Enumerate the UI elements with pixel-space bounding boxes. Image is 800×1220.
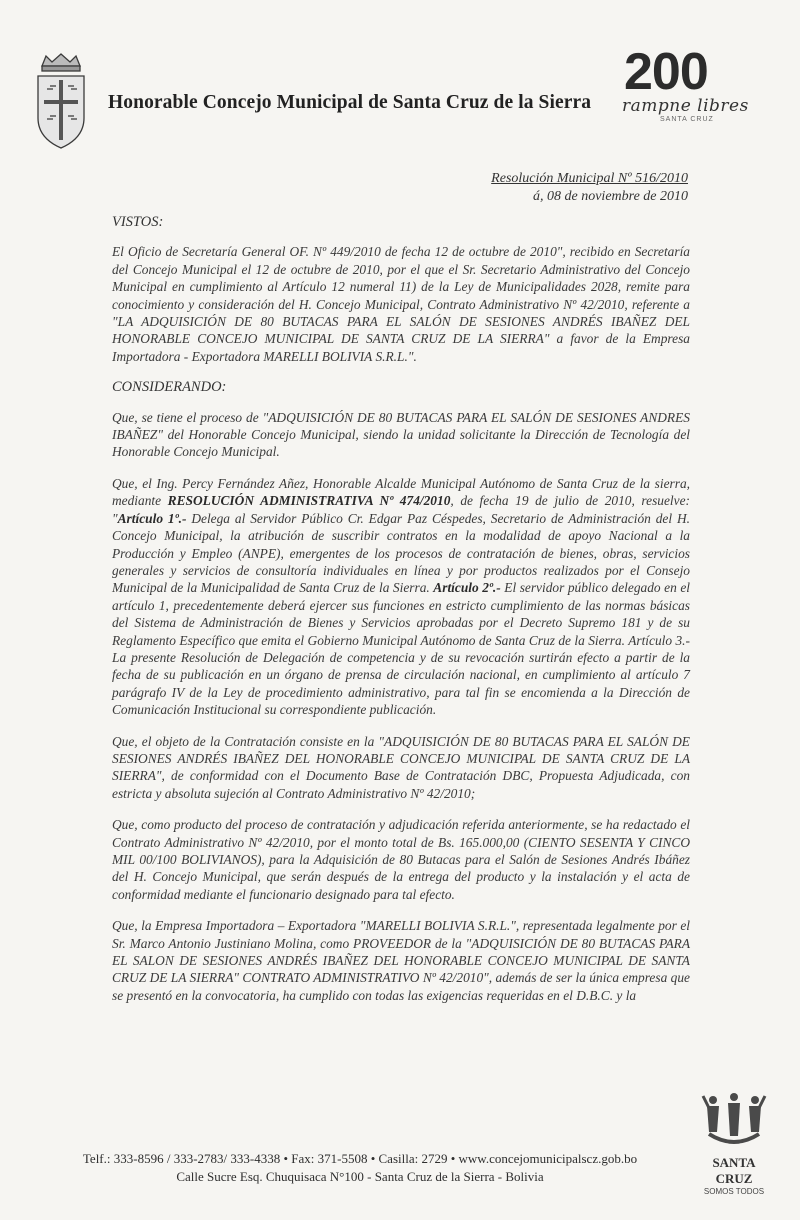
resolution-date: á, 08 de noviembre de 2010: [533, 189, 688, 204]
logo-number: 200: [624, 43, 708, 101]
people-figures-icon: [699, 1092, 769, 1150]
paragraph-text: , de fecha 19 de julio de 2010, resuelve: ": [112, 493, 690, 526]
footer-contact: [40, 1150, 680, 1186]
footer-line-2: Calle Sucre Esq. Chuquisaca N°100 - Santa Cruz de la Sierra - Bolivia: [176, 1169, 544, 1184]
logo-script: rampne libres: [622, 96, 749, 116]
vistos-paragraph: El Oficio de Secretaría General OF. Nº 449/2010 de fecha 12 de octubre de 2010", recibido en Secretaría del Concejo Municipal el 12 de octubre de 2010, por el que el Sr. Secretario Administrativo del Concejo Municipal en cumplimiento al Artículo 12 numeral 11) de la Ley de Municipalidades 2028, remite para conocimiento y consideración del H. Concejo Municipal, Contrato Administrativo Nº 42/2010, referente a "LA ADQUISICIÓN DE 80 BUTACAS PARA EL SALÓN DE SESIONES ANDRÉS IBAÑEZ DEL HONORABLE CONCEJO MUNICIPAL DE SANTA CRUZ DE LA SIERRA" a favor de la Empresa Importadora - Exportadora MARELLI BOLIVIA S.R.L.".: [112, 244, 690, 364]
considerando-paragraph-1: Que, se tiene el proceso de "ADQUISICIÓN DE 80 BUTACAS PARA EL SALÓN DE SESIONES ANDRES IBAÑEZ" del Honorable Concejo Municipal, siendo la unidad solicitante la Dirección de Tecnología del Honorable Concejo Municipal.: [112, 409, 690, 460]
considerando-paragraph-4: Que, como producto del proceso de contratación y adjudicación referida anteriormente, se ha redactado el Contrato Administrativo Nº 42/2010, por el monto total de Bs. 165.000,00 (CIENTO SESENTA Y CINCO MIL 00/100 BOLIVIANOS), para la Adquisición de 80 Butacas para el Salón de Sesiones Andrés Ibáñez del H. Concejo Municipal, que serán después de la entrega del producto y la instalación y el acta de conformidad mediante el funcionario designado para tal efecto.: [112, 817, 690, 902]
considerando-paragraph-5: Que, la Empresa Importadora – Exportadora "MARELLI BOLIVIA S.R.L.", representada legalmente por el Sr. Marco Antonio Justiniano Molina, como PROVEEDOR de la "ADQUISICIÓN DE 80 BUTACAS PARA EL SALON DE SESIONES ANDRÉS IBAÑEZ DEL HONORABLE CONCEJO MUNICIPAL DE SANTA CRUZ DE LA SIERRA" CONTRATO ADMINISTRATIVO Nº 42/2010", además de ser la única empresa que se presentó en la convocatoria, ha cumplido con todas las exigencias requeridas en el D.B.C. y la: [112, 918, 690, 1003]
paragraph-text: Que, el Ing. Percy Fernández Añez, Honorable Alcalde Municipal Autónomo de Santa Cruz de la sierra, mediante: [112, 475, 690, 509]
resolution-number: Resolución Municipal Nº 516/2010: [491, 171, 688, 186]
bold-article-2: Artículo 2º.-: [433, 580, 501, 596]
considerando-heading: CONSIDERANDO:: [112, 379, 227, 396]
coat-of-arms-icon: [32, 52, 90, 152]
logo-city: SANTA CRUZ: [660, 116, 714, 123]
considerando-paragraph-2: [112, 475, 690, 719]
resolution-header: [491, 170, 688, 206]
bold-article-1: Artículo 1º.-: [117, 510, 187, 526]
santa-cruz-logo-tagline: SOMOS TODOS: [703, 1187, 765, 1196]
bicentennial-logo: [622, 43, 754, 123]
santa-cruz-logo: [696, 1092, 772, 1196]
santa-cruz-logo-name: SANTA CRUZ: [712, 1155, 756, 1186]
document-body: [112, 214, 690, 1018]
organization-title: Honorable Concejo Municipal de Santa Cruz de la Sierra: [108, 92, 592, 113]
vistos-heading: VISTOS:: [112, 214, 164, 230]
footer-line-1: Telf.: 333-8596 / 333-2783/ 333-4338 • Fax: 371-5508 • Casilla: 2729 • www.concejomunicipalscz.gob.bo: [82, 1151, 638, 1166]
bold-resolution-ref: RESOLUCIÓN ADMINISTRATIVA Nº 474/2010: [167, 493, 451, 509]
paragraph-text: El servidor público delegado en el artículo 1, precedentemente deberá ejercer sus funciones en estricto cumplimiento de las normas básicas del Sistema de Administración de Bienes y Servicios aprobadas por el Decreto Supremo 181 y de su Reglamento Específico que emita el Gobierno Municipal Autónomo de Santa Cruz de la Sierra. Artículo 3.- La presente Resolución de Delegación de competencia y de su revocación surtirán efecto a partir de la fecha de su publicación en un órgano de prensa de circulación nacional, en cumplimiento al artículo 7 parágrafo IV de la Ley de procedimiento administrativo, para tal fin se encomienda a la Dirección de Comunicación Institucional su correspondiente publicación.: [112, 580, 690, 718]
paragraph-text: Delega al Servidor Público Cr. Edgar Paz Céspedes, Secretario de Administración del H. Concejo Municipal, la atribución de suscribir contratos en la modalidad de apoyo Nacional a la Producción y Empleo (ANPE), emergentes de los procesos de contratación de bienes, obras, servicios generales y servicios de consultoría individuales en línea y por productos realizados por el Consejo Municipal de la Municipalidad de Santa Cruz de la Sierra.: [112, 510, 690, 596]
considerando-paragraph-3: Que, el objeto de la Contratación consiste en la "ADQUISICIÓN DE 80 BUTACAS PARA EL SALÓN DE SESIONES ANDRÉS IBAÑEZ DEL HONORABLE CONCEJO MUNICIPAL DE SANTA CRUZ DE LA SIERRA", de conformidad con el Documento Base de Contratación DBC, Propuesta Adjudicada, con estricta y absoluta sujeción al Contrato Administrativo Nº 42/2010;: [112, 733, 690, 801]
